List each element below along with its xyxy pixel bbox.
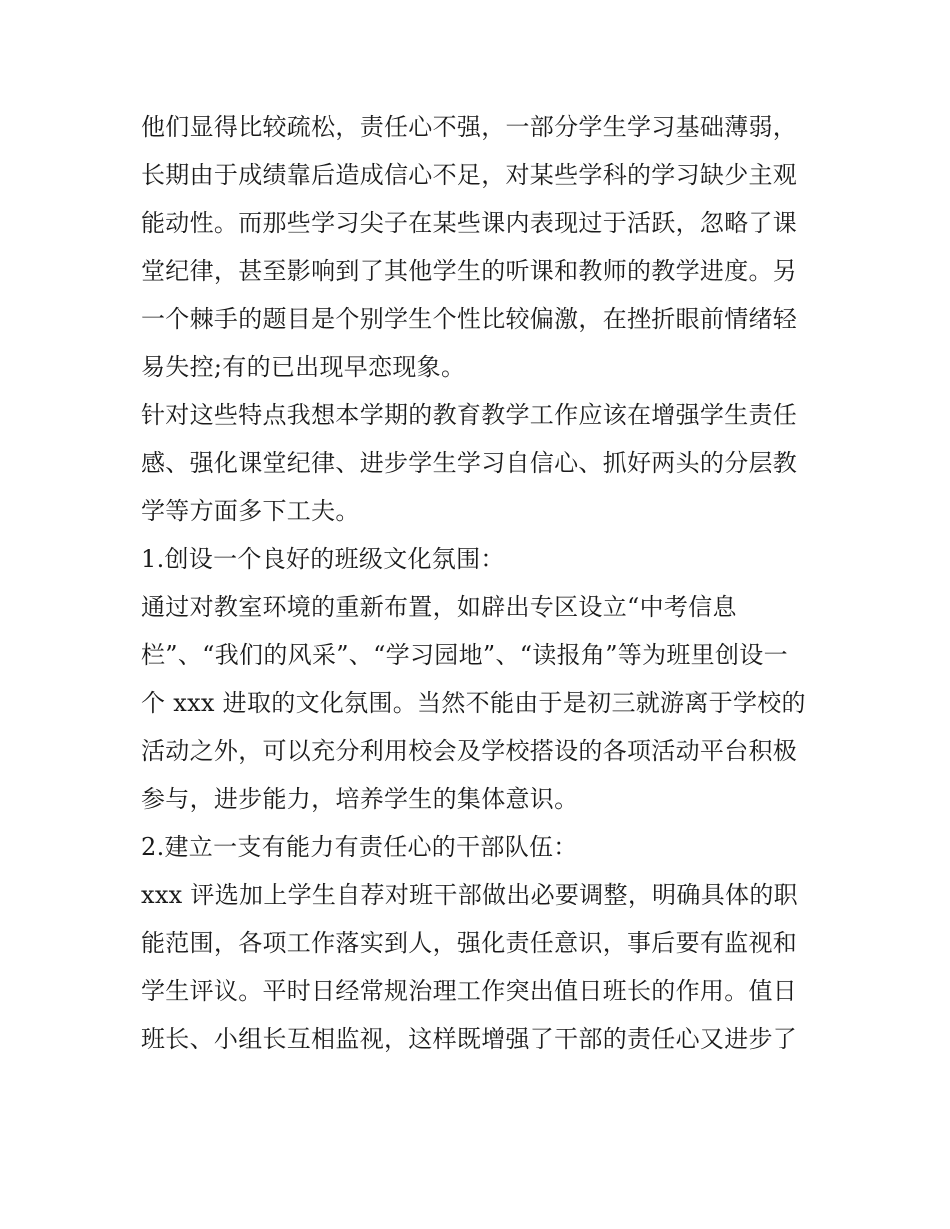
- text-line: 活动之外，可以充分利用校会及学校搭设的各项活动平台积极: [141, 737, 798, 765]
- section-heading-2: 2.建立一支有能力有责任心的干部队伍：: [141, 833, 578, 861]
- text-line: 栏”、“我们的风采”、“学习园地”、“读报角”等为班里创设一: [141, 641, 788, 669]
- text-line: 通过对教室环境的重新布置，如辟出专区设立“中考信息: [141, 593, 737, 621]
- text-line: 堂纪律，甚至影响到了其他学生的听课和教师的教学进度。另: [141, 257, 798, 285]
- text-line: 针对这些特点我想本学期的教育教学工作应该在增强学生责任: [141, 401, 798, 429]
- text-line: 能范围，各项工作落实到人，强化责任意识，事后要有监视和: [141, 929, 798, 957]
- text-line: xxx 评选加上学生自荐对班干部做出必要调整，明确具体的职: [141, 881, 798, 909]
- text-line: 一个棘手的题目是个别学生个性比较偏激，在挫折眼前情绪轻: [141, 305, 798, 333]
- text-line: 个 xxx 进取的文化氛围。当然不能由于是初三就游离于学校的: [141, 689, 806, 717]
- text-line: 参与，进步能力，培养学生的集体意识。: [141, 785, 579, 813]
- text-line: 能动性。而那些学习尖子在某些课内表现过于活跃，忽略了课: [141, 209, 798, 237]
- text-line: 他们显得比较疏松，责任心不强，一部分学生学习基础薄弱，: [141, 113, 798, 141]
- text-line: 学等方面多下工夫。: [141, 497, 360, 525]
- section-heading-1: 1.创设一个良好的班级文化氛围：: [141, 545, 505, 573]
- text-line: 学生评议。平时日经常规治理工作突出值日班长的作用。值日: [141, 977, 798, 1005]
- text-line: 易失控;有的已出现早恋现象。: [141, 353, 466, 381]
- text-line: 感、强化课堂纪律、进步学生学习自信心、抓好两头的分层教: [141, 449, 798, 477]
- document-body: [141, 103, 821, 1063]
- text-line: 长期由于成绩靠后造成信心不足，对某些学科的学习缺少主观: [141, 161, 798, 189]
- text-line: 班长、小组长互相监视，这样既增强了干部的责任心又进步了: [141, 1025, 798, 1053]
